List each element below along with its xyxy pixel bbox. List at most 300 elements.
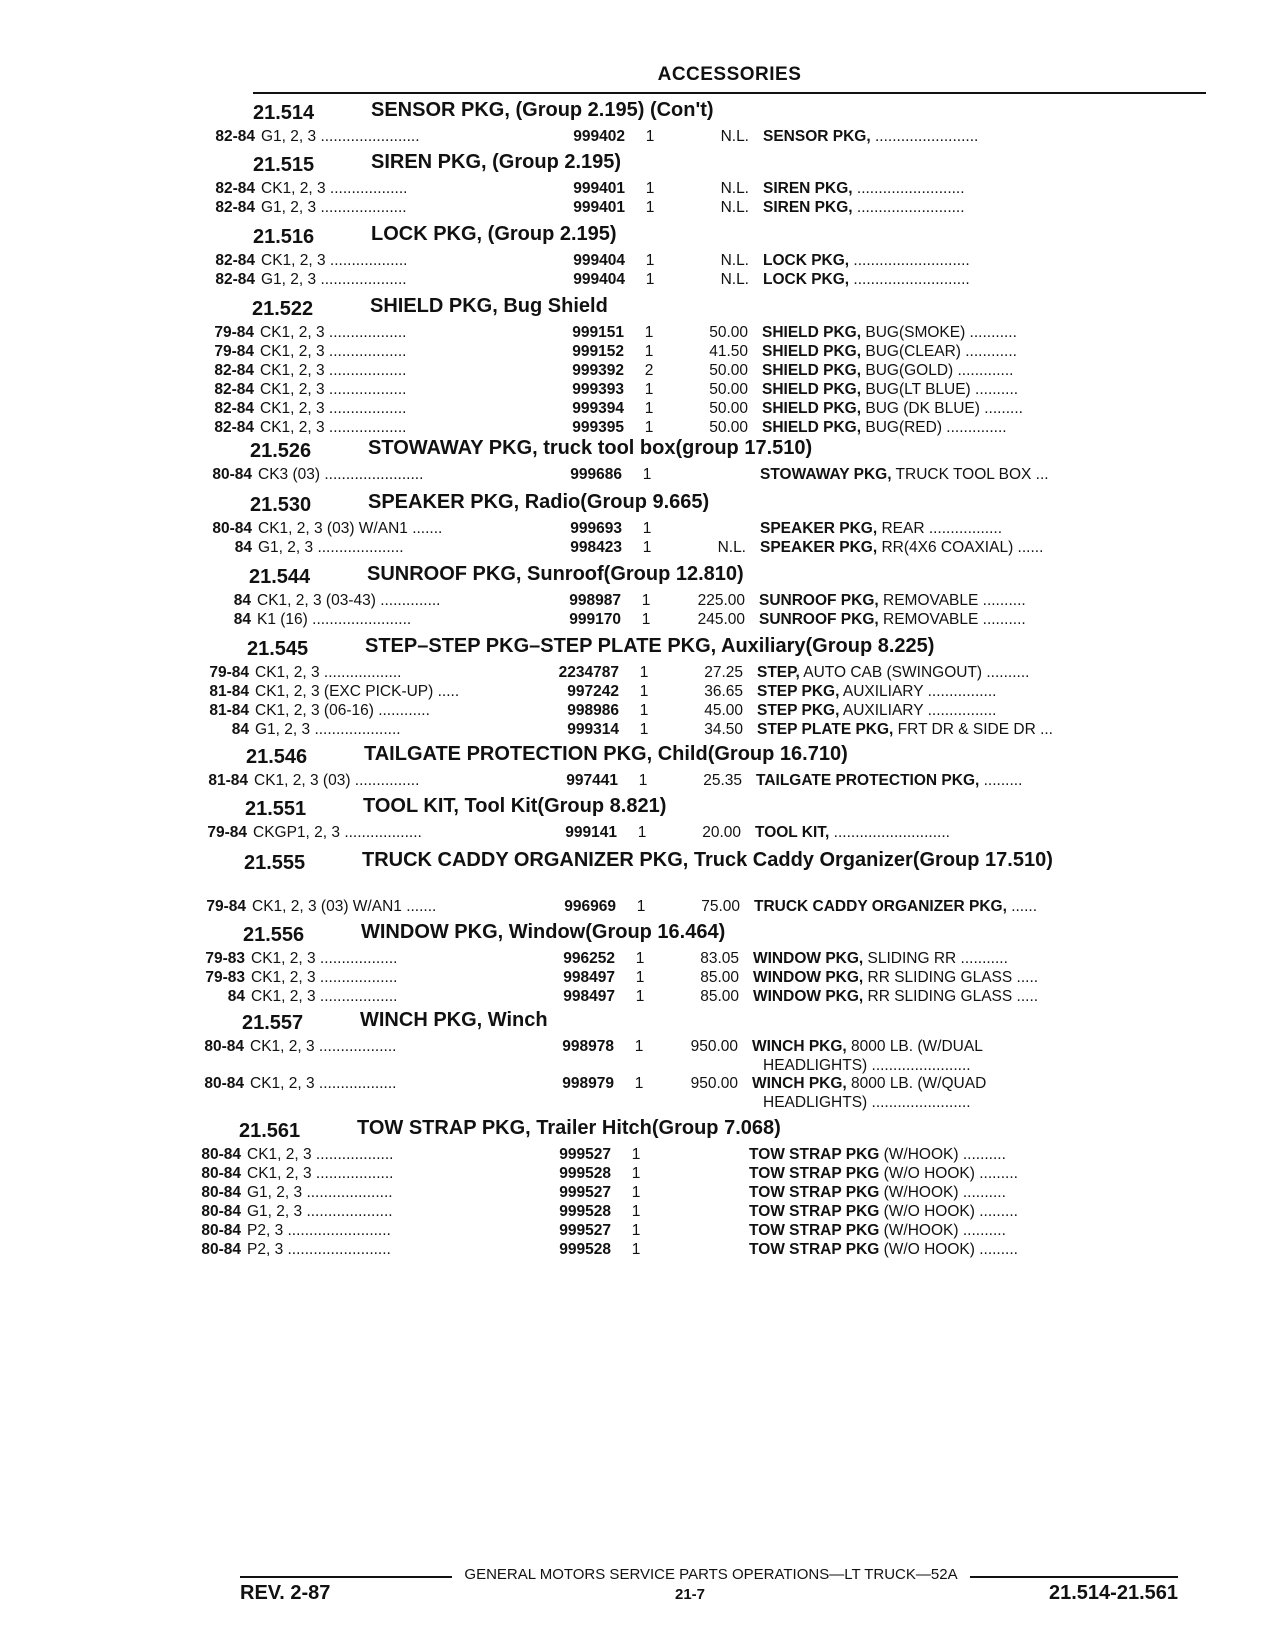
model-usage: CK1, 2, 3 ..................: [260, 362, 407, 379]
part-description: [754, 898, 1136, 916]
parts-section: [185, 796, 1280, 843]
quantity: 1: [639, 664, 649, 681]
quantity: 1: [636, 898, 646, 915]
part-number: 999151: [572, 324, 624, 341]
list-price: 20.00: [702, 824, 741, 841]
part-row: [192, 362, 1280, 381]
section-heading: [193, 100, 1280, 128]
model-years: 80-84: [201, 1165, 241, 1182]
list-price: 50.00: [709, 400, 748, 417]
model-usage: CK1, 2, 3 (03) W/AN1 .......: [252, 898, 437, 915]
model-years: 84: [231, 721, 249, 738]
part-description: [752, 1038, 1134, 1056]
part-number: 999528: [559, 1165, 611, 1182]
part-name: SHIELD PKG,: [762, 343, 862, 360]
part-detail: (W/O HOOK) .........: [879, 1203, 1018, 1220]
section-heading: [187, 636, 1280, 664]
part-detail: REAR .................: [877, 520, 1003, 537]
quantity: 1: [631, 1222, 641, 1239]
parts-section: [179, 1118, 1280, 1260]
part-row: [182, 1075, 1280, 1094]
quantity: 1: [641, 611, 651, 628]
part-description: [763, 180, 1145, 198]
model-usage: CK1, 2, 3 ..................: [260, 324, 407, 341]
quantity: 1: [645, 128, 655, 145]
part-row: [179, 1146, 1280, 1165]
part-number: 999152: [572, 343, 624, 360]
section-title: SIREN PKG, (Group 2.195): [371, 151, 622, 173]
part-detail: ...........................: [829, 824, 950, 841]
part-detail: (W/HOOK) ..........: [879, 1146, 1006, 1163]
model-years: 82-84: [215, 252, 255, 269]
part-number: 998986: [567, 702, 619, 719]
list-price: N.L.: [720, 271, 749, 288]
model-usage: CK1, 2, 3 ..................: [255, 664, 402, 681]
part-name: SUNROOF PKG,: [759, 592, 879, 609]
part-number: 999527: [559, 1184, 611, 1201]
part-number: 2234787: [558, 664, 619, 681]
part-name: WINCH PKG,: [752, 1038, 847, 1055]
list-price: 83.05: [700, 950, 739, 967]
footer-page-number: 21-7: [674, 1586, 706, 1603]
part-number: 999394: [572, 400, 624, 417]
model-years: 84: [233, 611, 251, 628]
model-usage: CK1, 2, 3 ..................: [260, 381, 407, 398]
list-price: 950.00: [690, 1038, 738, 1055]
part-number: 996969: [564, 898, 616, 915]
quantity: 1: [639, 683, 649, 700]
part-row: [192, 324, 1280, 343]
part-number: 998497: [563, 988, 615, 1005]
model-usage: CK1, 2, 3 ..................: [247, 1165, 394, 1182]
part-row: [192, 381, 1280, 400]
quantity: 1: [642, 520, 652, 537]
part-description: [759, 592, 1141, 610]
part-row: [187, 683, 1280, 702]
part-detail: AUXILIARY ................: [839, 683, 997, 700]
part-number: 999528: [559, 1241, 611, 1258]
model-years: 79-83: [205, 950, 245, 967]
list-price: 85.00: [700, 988, 739, 1005]
part-description: [762, 362, 1144, 380]
model-usage: CK1, 2, 3 ..................: [260, 400, 407, 417]
part-number: 998423: [570, 539, 622, 556]
model-usage: G1, 2, 3 ....................: [247, 1184, 393, 1201]
part-row: [190, 539, 1280, 558]
part-number: 998497: [563, 969, 615, 986]
model-usage: CK1, 2, 3 ..................: [251, 969, 398, 986]
part-row: [189, 611, 1280, 630]
part-name: SHIELD PKG,: [762, 400, 862, 417]
model-usage: CK1, 2, 3 (03) W/AN1 .......: [258, 520, 443, 537]
model-usage: CKGP1, 2, 3 ..................: [253, 824, 422, 841]
section-title: LOCK PKG, (Group 2.195): [371, 223, 617, 245]
description-continuation-text: HEADLIGHTS) .......................: [763, 1057, 971, 1074]
section-title: STEP–STEP PKG–STEP PLATE PKG, Auxiliary(Group 8.225): [365, 635, 935, 657]
part-number: 999693: [570, 520, 622, 537]
part-detail: 8000 LB. (W/DUAL: [846, 1038, 983, 1055]
quantity: 1: [645, 180, 655, 197]
part-name: WINDOW PKG,: [753, 988, 864, 1005]
list-price: 950.00: [690, 1075, 738, 1092]
part-number: 999401: [573, 180, 625, 197]
quantity: 1: [637, 824, 647, 841]
part-name: SUNROOF PKG,: [759, 611, 879, 628]
part-number: 999392: [572, 362, 624, 379]
part-row: [183, 988, 1280, 1007]
section-heading: [185, 796, 1280, 824]
part-description: [757, 721, 1139, 739]
part-detail: BUG (DK BLUE) .........: [861, 400, 1023, 417]
part-number: 999141: [565, 824, 617, 841]
part-number: 999314: [567, 721, 619, 738]
quantity: 1: [641, 592, 651, 609]
model-years: 82-84: [215, 128, 255, 145]
model-years: 82-84: [214, 400, 254, 417]
quantity: 1: [631, 1203, 641, 1220]
part-number: 997242: [567, 683, 619, 700]
part-description: [763, 252, 1145, 270]
part-number: 999686: [570, 466, 622, 483]
model-years: 80-84: [201, 1222, 241, 1239]
section-title: TOW STRAP PKG, Trailer Hitch(Group 7.068): [357, 1117, 781, 1139]
part-number: 999404: [573, 271, 625, 288]
model-usage: CK3 (03) .......................: [258, 466, 424, 483]
part-description: [762, 400, 1144, 418]
model-years: 84: [234, 539, 252, 556]
part-row: [179, 1222, 1280, 1241]
model-usage: G1, 2, 3 ....................: [258, 539, 404, 556]
part-row: [187, 664, 1280, 683]
part-description: [760, 520, 1142, 538]
part-row: [179, 1241, 1280, 1260]
section-title: STOWAWAY PKG, truck tool box(group 17.510): [368, 437, 813, 459]
part-row: [179, 1203, 1280, 1222]
parts-section: [193, 224, 1280, 290]
list-price: 45.00: [704, 702, 743, 719]
section-number: 21.545: [247, 638, 309, 660]
part-detail: RR(4X6 COAXIAL) ......: [877, 539, 1044, 556]
model-years: 79-84: [209, 664, 249, 681]
model-usage: K1 (16) .......................: [257, 611, 412, 628]
section-number: 21.557: [242, 1012, 304, 1034]
section-title: SPEAKER PKG, Radio(Group 9.665): [368, 491, 710, 513]
part-row: [189, 592, 1280, 611]
model-usage: CK1, 2, 3 (06-16) ............: [255, 702, 430, 719]
section-heading: [184, 850, 1280, 898]
part-detail: BUG(CLEAR) ............: [861, 343, 1017, 360]
part-name: TOW STRAP PKG: [749, 1165, 880, 1182]
list-price: 85.00: [700, 969, 739, 986]
part-description: [762, 343, 1144, 361]
model-usage: G1, 2, 3 .......................: [261, 128, 420, 145]
model-years: 80-84: [201, 1241, 241, 1258]
list-price: 36.65: [704, 683, 743, 700]
section-number: 21.522: [252, 298, 314, 320]
part-description: [753, 988, 1135, 1006]
part-name: SIREN PKG,: [763, 180, 853, 197]
part-row: [193, 252, 1280, 271]
model-years: 80-84: [204, 1038, 244, 1055]
description-continuation: [182, 1057, 1280, 1075]
part-number: 999401: [573, 199, 625, 216]
list-price: 245.00: [697, 611, 745, 628]
section-heading: [189, 564, 1280, 592]
part-name: TOOL KIT,: [755, 824, 830, 841]
quantity: 1: [644, 343, 654, 360]
model-years: 79-84: [206, 898, 246, 915]
part-description: [757, 683, 1139, 701]
part-description: [762, 324, 1144, 342]
section-title: SHIELD PKG, Bug Shield: [370, 295, 608, 317]
model-usage: CK1, 2, 3 ..................: [250, 1075, 397, 1092]
part-name: SPEAKER PKG,: [760, 520, 878, 537]
part-description: [763, 271, 1145, 289]
section-heading: [190, 492, 1280, 520]
part-number: 999402: [573, 128, 625, 145]
quantity: 1: [645, 271, 655, 288]
part-detail: REMOVABLE ..........: [878, 611, 1026, 628]
model-years: 80-84: [201, 1146, 241, 1163]
part-number: 999527: [559, 1146, 611, 1163]
part-detail: (W/HOOK) ..........: [879, 1222, 1006, 1239]
model-years: 79-84: [207, 824, 247, 841]
quantity: 1: [631, 1241, 641, 1258]
part-row: [190, 520, 1280, 539]
description-continuation: [182, 1094, 1280, 1112]
part-name: TAILGATE PROTECTION PKG,: [756, 772, 980, 789]
quantity: 1: [642, 539, 652, 556]
part-detail: BUG(GOLD) .............: [861, 362, 1014, 379]
model-years: 79-84: [214, 343, 254, 360]
section-number: 21.514: [253, 102, 315, 124]
model-usage: CK1, 2, 3 ..................: [250, 1038, 397, 1055]
model-usage: CK1, 2, 3 ..................: [247, 1146, 394, 1163]
part-row: [179, 1165, 1280, 1184]
quantity: 1: [638, 772, 648, 789]
part-number: 998979: [562, 1075, 614, 1092]
model-usage: CK1, 2, 3 ..................: [261, 180, 408, 197]
list-price: 41.50: [709, 343, 748, 360]
section-heading: [193, 224, 1280, 252]
parts-section: [193, 152, 1280, 218]
section-title: SUNROOF PKG, Sunroof(Group 12.810): [367, 563, 744, 585]
footer-rule-right: [970, 1576, 1178, 1578]
list-price: 225.00: [697, 592, 745, 609]
part-name: TOW STRAP PKG: [749, 1222, 880, 1239]
model-years: 81-84: [209, 683, 249, 700]
model-usage: CK1, 2, 3 (03) ...............: [254, 772, 420, 789]
part-row: [182, 1038, 1280, 1057]
part-name: STEP PLATE PKG,: [757, 721, 894, 738]
footer-revision: REV. 2-87: [240, 1582, 331, 1604]
part-description: [749, 1222, 1131, 1240]
model-usage: G1, 2, 3 ....................: [261, 199, 407, 216]
part-description: [756, 772, 1138, 790]
list-price: 50.00: [709, 324, 748, 341]
model-years: 79-83: [205, 969, 245, 986]
part-number: 999395: [572, 419, 624, 436]
part-name: SPEAKER PKG,: [760, 539, 878, 556]
parts-section: [193, 100, 1280, 147]
footer-section-range: 21.514-21.561: [1048, 1582, 1178, 1604]
model-usage: CK1, 2, 3 ..................: [261, 252, 408, 269]
list-price: 75.00: [701, 898, 740, 915]
parts-section: [187, 636, 1280, 740]
list-price: N.L.: [720, 180, 749, 197]
part-description: [749, 1241, 1131, 1259]
quantity: 1: [644, 419, 654, 436]
quantity: 2: [644, 362, 654, 379]
model-years: 81-84: [208, 772, 248, 789]
section-number: 21.515: [253, 154, 315, 176]
part-row: [193, 199, 1280, 218]
part-name: TOW STRAP PKG: [749, 1241, 880, 1258]
list-price: N.L.: [720, 128, 749, 145]
part-detail: BUG(LT BLUE) ..........: [861, 381, 1019, 398]
part-row: [193, 128, 1280, 147]
part-description: [753, 969, 1135, 987]
model-years: 82-84: [214, 381, 254, 398]
part-name: SIREN PKG,: [763, 199, 853, 216]
part-description: [759, 611, 1141, 629]
model-years: 80-84: [204, 1075, 244, 1092]
part-row: [187, 721, 1280, 740]
part-detail: AUTO CAB (SWINGOUT) ..........: [799, 664, 1030, 681]
list-price: 34.50: [704, 721, 743, 738]
quantity: 1: [644, 324, 654, 341]
part-detail: .........................: [852, 199, 965, 216]
list-price: N.L.: [720, 199, 749, 216]
model-usage: G1, 2, 3 ....................: [261, 271, 407, 288]
section-heading: [192, 296, 1280, 324]
part-name: STOWAWAY PKG,: [760, 466, 892, 483]
model-years: 84: [227, 988, 245, 1005]
quantity: 1: [639, 721, 649, 738]
section-title: TAILGATE PROTECTION PKG, Child(Group 16.710): [364, 743, 848, 765]
list-price: 50.00: [709, 381, 748, 398]
part-name: TOW STRAP PKG: [749, 1146, 880, 1163]
description-continuation-text: HEADLIGHTS) .......................: [763, 1094, 971, 1111]
part-row: [183, 950, 1280, 969]
part-detail: (W/O HOOK) .........: [879, 1241, 1018, 1258]
part-name: TOW STRAP PKG: [749, 1184, 880, 1201]
part-detail: ...........................: [849, 271, 970, 288]
part-row: [192, 400, 1280, 419]
part-description: [760, 539, 1142, 557]
quantity: 1: [635, 950, 645, 967]
model-years: 82-84: [215, 271, 255, 288]
part-description: [753, 950, 1135, 968]
part-row: [185, 824, 1280, 843]
section-number: 21.526: [250, 440, 312, 462]
part-detail: RR SLIDING GLASS .....: [863, 988, 1039, 1005]
quantity: 1: [635, 969, 645, 986]
model-usage: CK1, 2, 3 ..................: [251, 988, 398, 1005]
part-name: STEP PKG,: [757, 683, 840, 700]
model-years: 81-84: [209, 702, 249, 719]
part-detail: .........: [979, 772, 1023, 789]
quantity: 1: [631, 1184, 641, 1201]
quantity: 1: [631, 1146, 641, 1163]
section-number: 21.544: [249, 566, 311, 588]
part-detail: (W/O HOOK) .........: [879, 1165, 1018, 1182]
part-description: [760, 466, 1142, 484]
part-detail: SLIDING RR ...........: [863, 950, 1008, 967]
part-detail: 8000 LB. (W/QUAD: [846, 1075, 987, 1092]
part-name: TRUCK CADDY ORGANIZER PKG,: [754, 898, 1007, 915]
part-detail: BUG(RED) ..............: [861, 419, 1007, 436]
part-number: 999528: [559, 1203, 611, 1220]
part-row: [179, 1184, 1280, 1203]
quantity: 1: [645, 199, 655, 216]
part-name: SHIELD PKG,: [762, 362, 862, 379]
part-row: [183, 969, 1280, 988]
section-title: SENSOR PKG, (Group 2.195) (Con't): [371, 99, 714, 121]
section-heading: [190, 438, 1280, 466]
part-detail: BUG(SMOKE) ...........: [861, 324, 1017, 341]
list-price: 50.00: [709, 419, 748, 436]
model-years: 82-84: [215, 199, 255, 216]
part-number: 999404: [573, 252, 625, 269]
part-description: [749, 1165, 1131, 1183]
section-number: 21.530: [250, 494, 312, 516]
model-usage: CK1, 2, 3 (03-43) ..............: [257, 592, 441, 609]
part-number: 999393: [572, 381, 624, 398]
section-number: 21.546: [246, 746, 308, 768]
part-description: [757, 702, 1139, 720]
part-detail: .........................: [852, 180, 965, 197]
part-name: LOCK PKG,: [763, 252, 850, 269]
part-name: SHIELD PKG,: [762, 419, 862, 436]
part-description: [762, 381, 1144, 399]
part-name: STEP,: [757, 664, 800, 681]
part-description: [755, 824, 1137, 842]
part-number: 998987: [569, 592, 621, 609]
part-row: [193, 180, 1280, 199]
parts-section: [184, 850, 1280, 917]
model-usage: CK1, 2, 3 ..................: [260, 343, 407, 360]
part-number: 999527: [559, 1222, 611, 1239]
parts-section: [189, 564, 1280, 630]
part-number: 996252: [563, 950, 615, 967]
list-price: 27.25: [704, 664, 743, 681]
part-number: 997441: [566, 772, 618, 789]
part-description: [763, 128, 1145, 146]
part-row: [187, 702, 1280, 721]
quantity: 1: [634, 1038, 644, 1055]
part-number: 999170: [569, 611, 621, 628]
part-row: [190, 466, 1280, 485]
model-usage: CK1, 2, 3 (EXC PICK-UP) .....: [255, 683, 460, 700]
part-detail: FRT DR & SIDE DR ...: [893, 721, 1053, 738]
model-years: 82-84: [215, 180, 255, 197]
quantity: 1: [644, 400, 654, 417]
section-heading: [186, 744, 1280, 772]
list-price: N.L.: [720, 252, 749, 269]
quantity: 1: [634, 1075, 644, 1092]
part-name: TOW STRAP PKG: [749, 1203, 880, 1220]
quantity: 1: [645, 252, 655, 269]
part-detail: REMOVABLE ..........: [878, 592, 1026, 609]
part-description: [757, 664, 1139, 682]
model-years: 82-84: [214, 419, 254, 436]
model-usage: P2, 3 ........................: [247, 1222, 391, 1239]
model-usage: G1, 2, 3 ....................: [255, 721, 401, 738]
section-heading: [183, 922, 1280, 950]
part-name: WINDOW PKG,: [753, 969, 864, 986]
parts-section: [190, 492, 1280, 558]
